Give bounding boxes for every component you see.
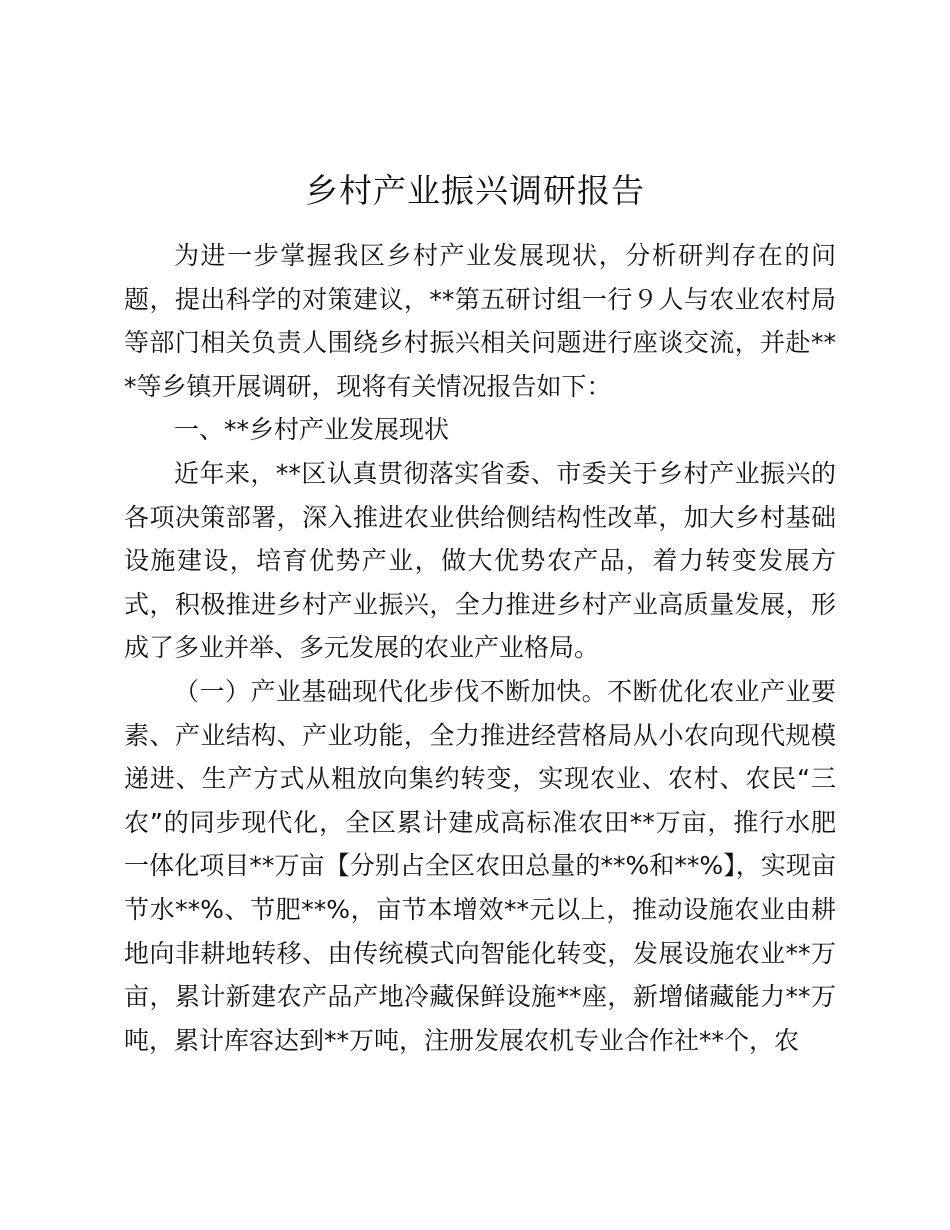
section-heading: 一、**乡村产业发展现状 [174, 415, 450, 445]
paragraph-intro: 为进一步掌握我区乡村产业发展现状，分析研判存在的问题，提出科学的对策建议，**第五研讨组一行９人与农业农村局等部门相关负责人围绕乡村振兴相关问题进行座谈交流，并赴***等乡镇开展调研，现将有关情况报告如下： [124, 241, 836, 401]
document-body [124, 234, 836, 1062]
document-title: 乡村产业振兴调研报告 [305, 171, 645, 210]
paragraph-subsection-1: （一）产业基础现代化步伐不断加快。不断优化农业产业要素、产业结构、产业功能，全力推进经营格局从小农向现代规模递进、生产方式从粗放向集约转变，实现农业、农村、农民“三农”的同步现代化，全区累计建成高标准农田**万亩，推行水肥一体化项目**万亩【分别占全区农田总量的**%和**%】，实现亩节水**%、节肥**%，亩节本增效**元以上，推动设施农业由耕地向非耕地转移、由传统模式向智能化转变，发展设施农业**万亩，累计新建农产品产地冷藏保鲜设施**座，新增储藏能力**万吨，累计库容达到**万吨，注册发展农机专业合作社**个，农 [124, 676, 836, 1055]
paragraph-overview: 近年来，**区认真贯彻落实省委、市委关于乡村产业振兴的各项决策部署，深入推进农业供给侧结构性改革，加大乡村基础设施建设，培育优势产业，做大优势农产品，着力转变发展方式，积极推进乡村产业振兴，全力推进乡村产业高质量发展，形成了多业并举、多元发展的农业产业格局。 [124, 458, 836, 663]
